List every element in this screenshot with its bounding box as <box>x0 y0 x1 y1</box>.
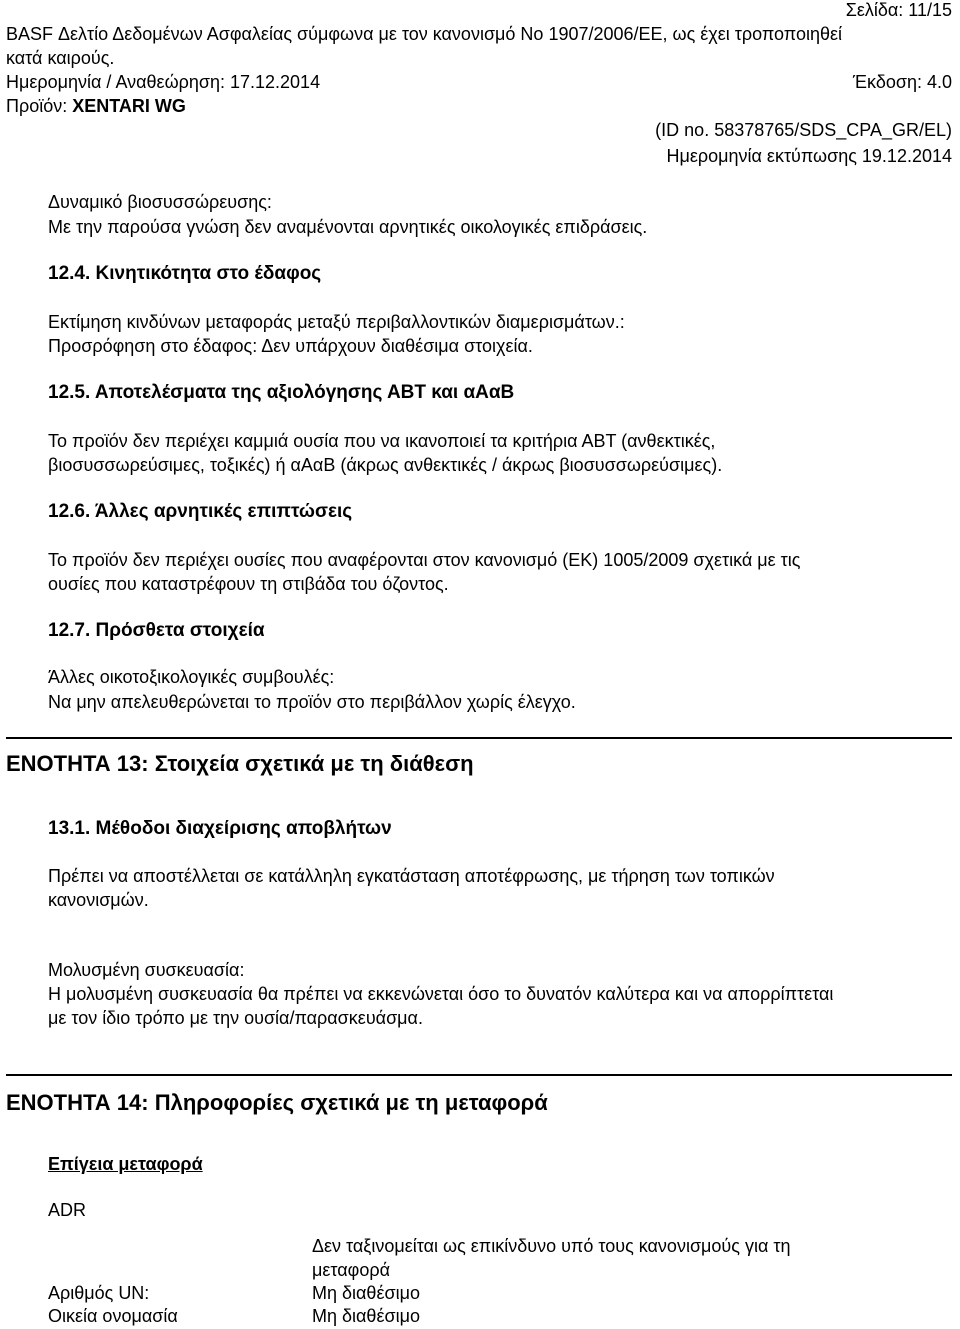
product-line <box>6 94 186 118</box>
not-classified-line1: Δεν ταξινομείται ως επικίνδυνο υπό τους κανονισμούς για τη <box>312 1236 791 1256</box>
section-13-1-heading: 13.1. Μέθοδοι διαχείρισης αποβλήτων <box>48 818 392 839</box>
product-label: Προϊόν: <box>6 96 73 116</box>
document-title-line1: BASF Δελτίο Δεδομένων Ασφαλείας σύμφωνα με τον κανονισμό Νο 1907/2006/ΕΕ, ως έχει τροποποιηθεί <box>6 24 843 44</box>
section-12-5-line1: Το προϊόν δεν περιέχει καμμιά ουσία που να ικανοποιεί τα κριτήρια ΑΒΤ (ανθεκτικές, <box>48 431 716 451</box>
product-name: XENTARI WG <box>72 96 186 116</box>
ecotox-advice-label: Άλλες οικοτοξικολογικές συμβουλές: <box>48 667 335 687</box>
print-date: Ημερομηνία εκτύπωσης 19.12.2014 <box>666 146 952 166</box>
bioaccumulation-label: Δυναμικό βιοσυσσώρευσης: <box>48 192 272 212</box>
bioaccumulation-text: Με την παρούσα γνώση δεν αναμένονται αρνητικές οικολογικές επιδράσεις. <box>48 217 648 237</box>
section-14-title: ΕΝΟΤΗΤΑ 14: Πληροφορίες σχετικά με τη μεταφορά <box>6 1090 548 1115</box>
ecotox-advice-text: Να μην απελευθερώνεται το προϊόν στο περιβάλλον χωρίς έλεγχο. <box>48 692 576 712</box>
land-transport-heading: Επίγεια μεταφορά <box>48 1154 203 1174</box>
proper-shipping-name-value: Μη διαθέσιμο <box>312 1306 420 1326</box>
section-14-divider <box>6 1074 952 1076</box>
contaminated-packaging-line1: Η μολυσμένη συσκευασία θα πρέπει να εκκενώνεται όσο το δυνατόν καλύτερα και να απορρίπτεται <box>48 984 834 1004</box>
document-id: (ID no. 58378765/SDS_CPA_GR/EL) <box>655 120 952 140</box>
page-number: Σελίδα: 11/15 <box>845 0 952 20</box>
section-12-6-line2: ουσίες που καταστρέφουν τη στιβάδα του όζοντος. <box>48 574 449 594</box>
section-12-4-line1: Εκτίμηση κινδύνων μεταφοράς μεταξύ περιβαλλοντικών διαμερισμάτων.: <box>48 312 625 332</box>
revision-date: Ημερομηνία / Αναθεώρηση: 17.12.2014 <box>6 72 321 92</box>
waste-treatment-line1: Πρέπει να αποστέλλεται σε κατάλληλη εγκατάσταση αποτέφρωσης, με τήρηση των τοπικών <box>48 866 775 886</box>
version: Έκδοση: 4.0 <box>852 72 952 92</box>
contaminated-packaging-label: Μολυσμένη συσκευασία: <box>48 960 245 980</box>
document-title-line2: κατά καιρούς. <box>6 48 115 68</box>
section-12-4-heading: 12.4. Κινητικότητα στο έδαφος <box>48 263 322 284</box>
section-13-divider <box>6 737 952 739</box>
adr-label: ADR <box>48 1200 87 1220</box>
section-13-title: ΕΝΟΤΗΤΑ 13: Στοιχεία σχετικά με τη διάθεση <box>6 751 474 776</box>
waste-treatment-line2: κανονισμών. <box>48 890 149 910</box>
section-12-4-line2: Προσρόφηση στο έδαφος: Δεν υπάρχουν διαθέσιμα στοιχεία. <box>48 336 533 356</box>
section-12-7-heading: 12.7. Πρόσθετα στοιχεία <box>48 620 265 641</box>
un-number-value: Μη διαθέσιμο <box>312 1283 420 1303</box>
section-12-6-line1: Το προϊόν δεν περιέχει ουσίες που αναφέρονται στον κανονισμό (ΕΚ) 1005/2009 σχετικά με τις <box>48 550 801 570</box>
contaminated-packaging-line2: με τον ίδιο τρόπο με την ουσία/παρασκευάσμα. <box>48 1008 423 1028</box>
not-classified-line2: μεταφορά <box>312 1260 390 1280</box>
section-12-6-heading: 12.6. Άλλες αρνητικές επιπτώσεις <box>48 501 353 522</box>
section-12-5-line2: βιοσυσσωρεύσιμες, τοξικές) ή αΑαΒ (άκρως ανθεκτικές / άκρως βιοσυσσωρεύσιμες). <box>48 455 723 475</box>
section-12-5-heading: 12.5. Αποτελέσματα της αξιολόγησης ΑΒΤ και αΑαΒ <box>48 382 515 403</box>
un-number-label: Αριθμός UN: <box>48 1283 150 1303</box>
proper-shipping-name-label: Οικεία ονομασία <box>48 1306 178 1326</box>
